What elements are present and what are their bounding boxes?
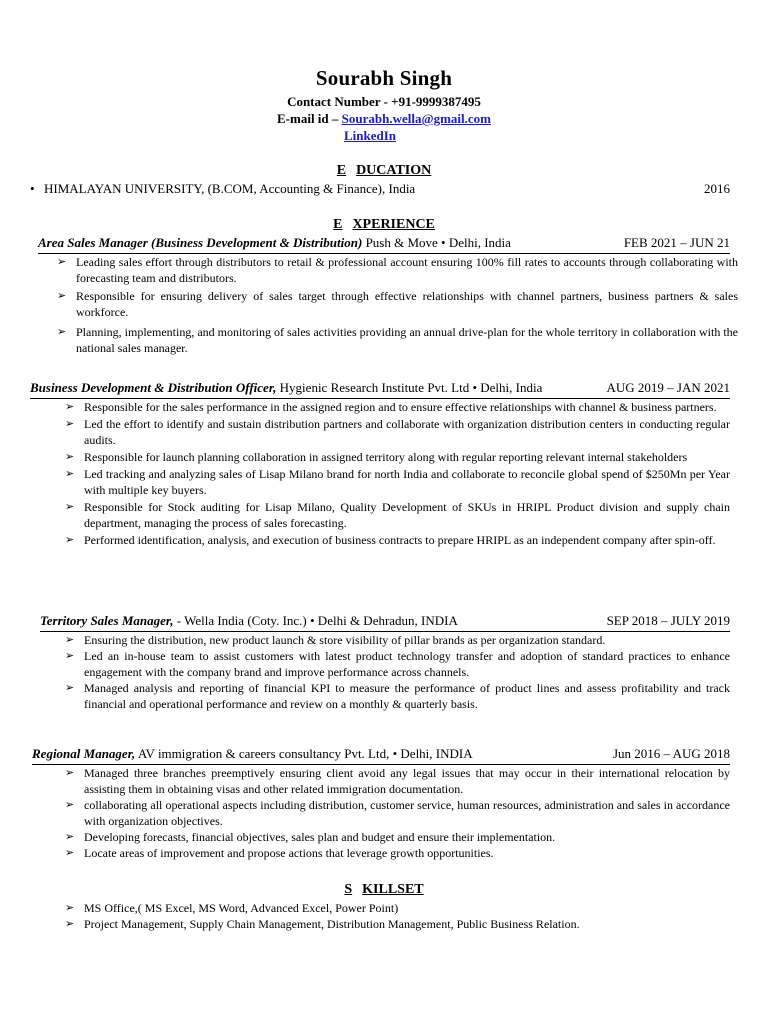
arrow-bullet-icon: ➢ (65, 799, 75, 811)
list-item: ➢ Managed analysis and reporting of financial KPI to measure the performance of product lines and assess profitability and track financial and operational performance and review on a monthly & quarterly basis. (65, 681, 730, 711)
arrow-bullet-icon: ➢ (65, 468, 75, 480)
job-title: Regional Manager, (32, 746, 136, 761)
job-header (40, 613, 730, 632)
list-item: ➢ collaborating all operational aspects including distribution, customer service, human resources, administration and sales in accordance with organization objectives. (65, 798, 730, 828)
list-item: ➢ Managed three branches preemptively ensuring client avoid any legal issues that may occur in their international relocation by assisting them in obtaining visas and other related immigration documentation. (65, 766, 730, 796)
job-bullets (54, 254, 738, 356)
list-item: ➢ Project Management, Supply Chain Management, Distribution Management, Public Business Relation. (65, 917, 580, 931)
arrow-bullet-icon: ➢ (65, 918, 75, 930)
education-text: HIMALAYAN UNIVERSITY, (B.COM, Accounting & Finance), India (44, 181, 416, 196)
bullet-dot-icon: • (30, 181, 35, 196)
education-heading (0, 163, 768, 179)
email-label: E-mail id – (277, 111, 342, 126)
job-header (30, 380, 730, 399)
contact-block (0, 94, 768, 145)
job-company: Hygienic Research Institute Pvt. Ltd • Delhi, India (276, 380, 543, 395)
job-dates: SEP 2018 – JULY 2019 (606, 613, 730, 628)
list-item: ➢ MS Office,( MS Excel, MS Word, Advanced Excel, Power Point) (65, 901, 399, 915)
job-title: Business Development & Distribution Officer, (30, 380, 277, 395)
job-dates: FEB 2021 – JUN 21 (623, 235, 730, 250)
job-bullets (62, 399, 730, 548)
job-title: Area Sales Manager (Business Development & Distribution) (38, 235, 363, 250)
arrow-bullet-icon: ➢ (65, 650, 75, 662)
email-line (0, 111, 768, 128)
list-item: ➢ Planning, implementing, and monitoring of sales activities providing an annual drive-plan for the whole territory in collaboration with the national sales manager. (57, 325, 738, 355)
arrow-bullet-icon: ➢ (65, 418, 75, 430)
skills-heading (0, 882, 768, 898)
list-item: ➢ Responsible for Stock auditing for Lisap Milano, Quality Development of SKUs in HRIPL Product division and supply chain department, managing the process of sales forecasting. (65, 500, 730, 530)
job-header (38, 235, 730, 254)
candidate-name: Sourabh Singh (315, 66, 453, 90)
experience-heading-rest: XPERIENCE (352, 217, 435, 232)
education-entry (30, 181, 730, 197)
job-header (32, 746, 730, 765)
linkedin-link[interactable]: LinkedIn (343, 128, 397, 143)
job-dates: Jun 2016 – AUG 2018 (612, 746, 730, 761)
arrow-bullet-icon: ➢ (65, 451, 75, 463)
list-item: ➢ Locate areas of improvement and propose actions that leverage growth opportunities. (65, 846, 494, 860)
arrow-bullet-icon: ➢ (57, 290, 67, 302)
education-heading-initial: E (336, 163, 347, 178)
experience-heading (0, 217, 768, 233)
list-item: ➢ Responsible for ensuring delivery of sales target through effective relationships with channel partners, business partners & sales workforce. (57, 289, 738, 319)
list-item: ➢ Developing forecasts, financial objectives, sales plan and budget and ensure their implementation. (65, 830, 556, 844)
experience-heading-initial: E (333, 217, 343, 232)
email-link[interactable]: Sourabh.wella@gmail.com (341, 111, 491, 126)
arrow-bullet-icon: ➢ (65, 682, 75, 694)
list-item: ➢ Ensuring the distribution, new product launch & store visibility of pillar brands as per organization standard. (65, 633, 606, 647)
arrow-bullet-icon: ➢ (65, 767, 75, 779)
education-year: 2016 (704, 181, 730, 196)
list-item: ➢ Performed identification, analysis, and execution of business contracts to prepare HRIPL as an independent company after spin-off. (65, 533, 716, 547)
education-heading-rest: DUCATION (356, 163, 432, 178)
skills-list (62, 900, 742, 932)
arrow-bullet-icon: ➢ (65, 634, 75, 646)
linkedin-line (0, 128, 768, 145)
job-company: Push & Move • Delhi, India (362, 235, 511, 250)
skills-heading-rest: KILLSET (362, 882, 424, 897)
list-item: ➢ Leading sales effort through distributors to retail & professional account ensuring 100% fill rates to accounts through collaborating with forecasting team and distributors. (57, 255, 738, 285)
list-item: ➢ Led tracking and analyzing sales of Lisap Milano brand for north India and collaborate to reconcile global spend of $250Mn per Year with multiple key buyers. (65, 467, 730, 497)
arrow-bullet-icon: ➢ (57, 256, 67, 268)
arrow-bullet-icon: ➢ (65, 831, 75, 843)
arrow-bullet-icon: ➢ (65, 501, 75, 513)
job-bullets (62, 632, 730, 712)
list-item: ➢ Responsible for the sales performance in the assigned region and to ensure effective relationships with channel & business partners. (65, 400, 717, 414)
arrow-bullet-icon: ➢ (65, 847, 75, 859)
job-company: - Wella India (Coty. Inc.) • Delhi & Dehradun, INDIA (173, 613, 458, 628)
job-title: Territory Sales Manager, (40, 613, 174, 628)
job-bullets (62, 765, 730, 861)
list-item: ➢ Led the effort to identify and sustain distribution partners and collaborate with organization distribution centers in conducting regular audits. (65, 417, 730, 447)
list-item: ➢ Responsible for launch planning collaboration in assigned territory along with regular reporting relevant internal stakeholders (65, 450, 688, 464)
arrow-bullet-icon: ➢ (65, 534, 75, 546)
job-company: AV immigration & careers consultancy Pvt. Ltd, • Delhi, INDIA (135, 746, 473, 761)
arrow-bullet-icon: ➢ (65, 401, 75, 413)
job-dates: AUG 2019 – JAN 2021 (606, 380, 730, 395)
arrow-bullet-icon: ➢ (57, 326, 67, 338)
skills-heading-initial: S (344, 882, 353, 897)
list-item: ➢ Led an in-house team to assist customers with latest product technology transfer and adoption of standard practices to enhance engagement with the company brand and improve performance across channels. (65, 649, 730, 679)
contact-number: Contact Number - +91-9999387495 (287, 94, 481, 109)
arrow-bullet-icon: ➢ (65, 902, 75, 914)
